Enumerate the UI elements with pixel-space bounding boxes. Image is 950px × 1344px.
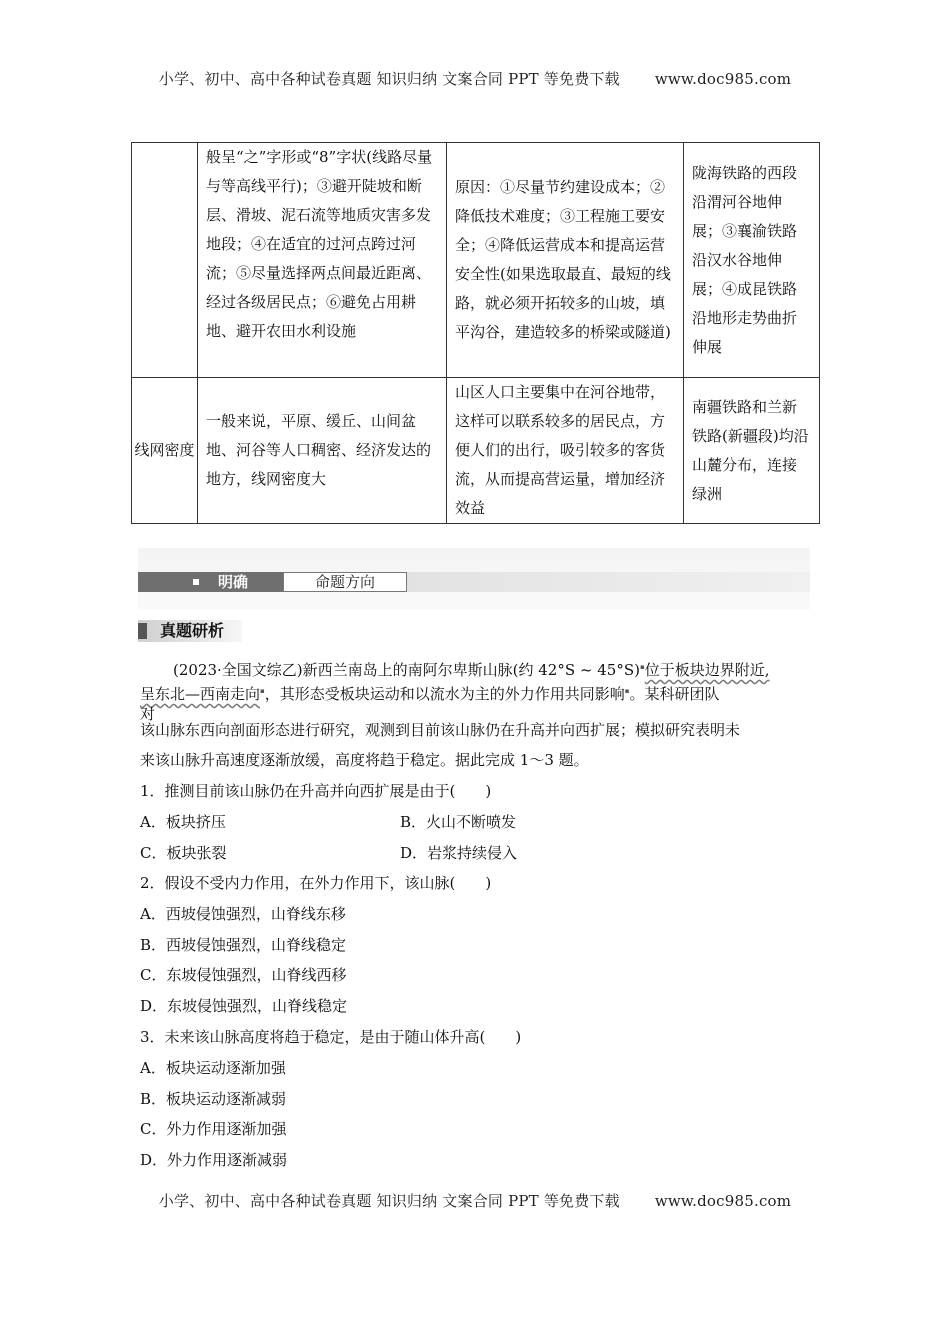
annotation-mark-icon: ▪: [639, 663, 645, 671]
section-heading: [138, 620, 242, 642]
option-1c[interactable]: C．板块张裂: [140, 844, 227, 862]
table-row: [132, 378, 820, 524]
banner-tab: 命题方向: [283, 572, 407, 592]
option-2b[interactable]: B．西坡侵蚀强烈，山脊线稳定: [140, 936, 347, 954]
option-2d[interactable]: D．东坡侵蚀强烈，山脊线稳定: [140, 997, 348, 1015]
banner-dark-label: 明确: [138, 572, 283, 592]
page-footer: [0, 1190, 950, 1211]
cell-example: 南疆铁路和兰新铁路(新疆段)均沿山麓分布，连接绿洲: [684, 378, 820, 524]
railway-table: [131, 142, 820, 524]
cell-principle: 般呈“之”字形或“8”字状(线路尽量与等高线平行)；③避开陡坡和断层、滑坡、泥石流等地质灾害多发地段；④在适宜的过河点跨过河流；⑤尽量选择两点间最近距离、经过各级居民点；⑥避免占用耕地、避开农田水利设施: [198, 143, 447, 378]
footer-text: 小学、初中、高中各种试卷真题 知识归纳 文案合同 PPT 等免费下载: [158, 1192, 620, 1210]
page-header: [0, 68, 950, 89]
section-title: 真题研析: [160, 621, 225, 640]
annotation-mark-icon: ▪: [624, 687, 630, 695]
option-3d[interactable]: D．外力作用逐渐减弱: [140, 1151, 288, 1169]
heading-marker-icon: [138, 623, 147, 639]
option-3b[interactable]: B．板块运动逐渐减弱: [140, 1090, 287, 1108]
passage-line-3: 对: [140, 705, 156, 723]
option-1d[interactable]: D．岩浆持续侵入: [400, 844, 518, 862]
row-label: [132, 143, 198, 378]
option-1b[interactable]: B．火山不断喷发: [400, 813, 517, 831]
header-url[interactable]: www.doc985.com: [654, 70, 792, 88]
header-text: 小学、初中、高中各种试卷真题 知识归纳 文案合同 PPT 等免费下载: [158, 70, 620, 88]
option-3a[interactable]: A．板块运动逐渐加强: [140, 1059, 286, 1077]
passage-line-1: (2023·全国文综乙)新西兰南岛上的南阿尔卑斯山脉(约 42°S ~ 45°S)▪位于板块边界附近,: [173, 661, 770, 679]
passage-line-5: 来该山脉升高速度逐渐放缓，高度将趋于稳定。据此完成 1～3 题。: [140, 751, 589, 769]
option-2c[interactable]: C．东坡侵蚀强烈，山脊线西移: [140, 966, 347, 984]
option-2a[interactable]: A．西坡侵蚀强烈，山脊线东移: [140, 905, 346, 923]
passage-line-4: 该山脉东西向剖面形态进行研究，观测到目前该山脉仍在升高并向西扩展；模拟研究表明未: [140, 721, 741, 739]
row-label: 线网密度: [132, 378, 198, 524]
question-3: 3．未来该山脉高度将趋于稳定，是由于随山体升高( ): [140, 1028, 522, 1046]
footer-url[interactable]: www.doc985.com: [654, 1192, 792, 1210]
cell-reason: 原因：①尽量节约建设成本；②降低技术难度；③工程施工要安全；④降低运营成本和提高运营安全性(如果选取最直、最短的线路，就必须开拓较多的山坡，填平沟谷，建造较多的桥梁或隧道): [447, 143, 684, 378]
option-3c[interactable]: C．外力作用逐渐加强: [140, 1120, 287, 1138]
table-row: [132, 143, 820, 378]
option-1a[interactable]: A．板块挤压: [140, 813, 226, 831]
passage-line-2: 呈东北—西南走向▪，其形态受板块运动和以流水为主的外力作用共同影响▪。某科研团队: [140, 685, 720, 703]
question-2: 2．假设不受内力作用，在外力作用下，该山脉( ): [140, 874, 492, 892]
section-banner: [138, 548, 810, 610]
square-bullet-icon: [193, 579, 199, 585]
cell-example: 陇海铁路的西段沿渭河谷地伸展；③襄渝铁路沿汉水谷地伸展；④成昆铁路沿地形走势曲折伸展: [684, 143, 820, 378]
annotation-mark-icon: ▪: [260, 687, 265, 695]
cell-principle: 一般来说，平原、缓丘、山间盆地、河谷等人口稠密、经济发达的地方，线网密度大: [198, 378, 447, 524]
question-1: 1．推测目前该山脉仍在升高并向西扩展是由于( ): [140, 782, 492, 800]
cell-reason: 山区人口主要集中在河谷地带，这样可以联系较多的居民点，方便人们的出行，吸引较多的客货流，从而提高营运量，增加经济效益: [447, 378, 684, 524]
